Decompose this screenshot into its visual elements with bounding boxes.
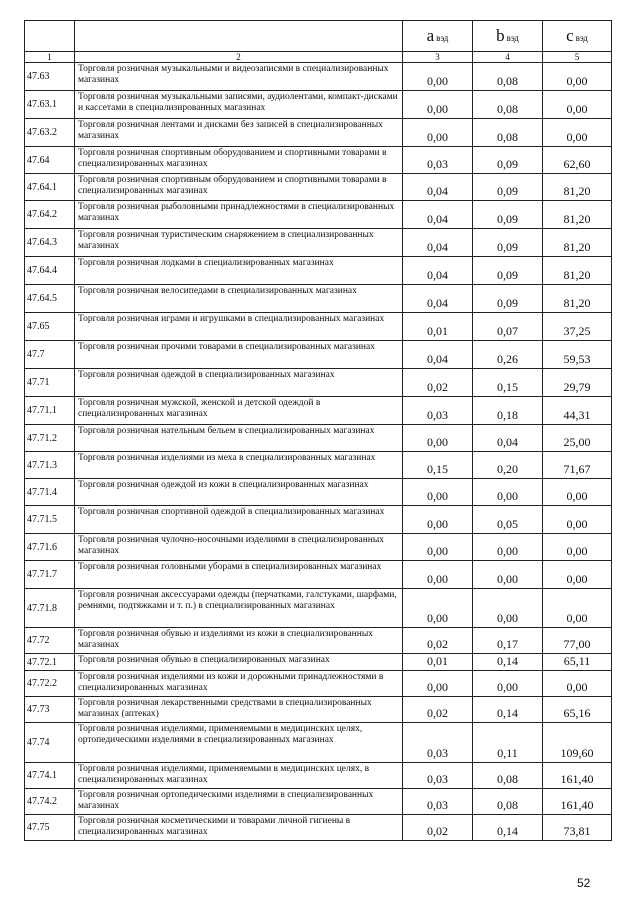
value-c-cell: 0,00 [543, 589, 612, 628]
code-cell: 47.72.2 [25, 671, 75, 697]
value-b-cell: 0,26 [473, 341, 543, 369]
name-cell: Торговля розничная спортивным оборудованием и спортивными товарами в специализированных магазинах [75, 174, 403, 201]
table-row [25, 257, 612, 285]
code-cell: 47.71.7 [25, 561, 75, 589]
name-cell: Торговля розничная спортивной одеждой в специализированных магазинах [75, 506, 403, 534]
table-row [25, 452, 612, 479]
name-cell: Торговля розничная головными уборами в специализированных магазинах [75, 561, 403, 589]
header-col-a [403, 21, 473, 52]
code-cell: 47.65 [25, 313, 75, 341]
value-c-cell: 0,00 [543, 91, 612, 119]
code-cell: 47.73 [25, 697, 75, 723]
table-row [25, 341, 612, 369]
name-cell: Торговля розничная обувью и изделиями из кожи в специализированных магазинах [75, 628, 403, 654]
code-cell: 47.64.3 [25, 229, 75, 257]
value-c-cell: 81,20 [543, 174, 612, 201]
value-c-cell: 0,00 [543, 534, 612, 561]
code-cell: 47.74.2 [25, 789, 75, 815]
value-c-cell: 62,60 [543, 147, 612, 174]
header-code-cell [25, 21, 75, 52]
value-b-cell: 0,17 [473, 628, 543, 654]
value-a-cell: 0,00 [403, 506, 473, 534]
value-c-cell: 65,11 [543, 654, 612, 671]
value-a-cell: 0,00 [403, 561, 473, 589]
value-c-cell: 59,53 [543, 341, 612, 369]
code-cell: 47.64 [25, 147, 75, 174]
code-cell: 47.71 [25, 369, 75, 397]
value-a-cell: 0,04 [403, 201, 473, 229]
name-cell: Торговля розничная ортопедическими изделиями в специализированных магазинах [75, 789, 403, 815]
value-c-cell: 81,20 [543, 229, 612, 257]
name-cell: Торговля розничная музыкальными записями, аудиолентами, компакт-дисками и кассетами в специализированных магазинах [75, 91, 403, 119]
value-b-cell: 0,00 [473, 671, 543, 697]
name-cell: Торговля розничная рыболовными принадлежностями в специализированных магазинах [75, 201, 403, 229]
table-row [25, 229, 612, 257]
value-a-cell: 0,02 [403, 628, 473, 654]
value-c-cell: 81,20 [543, 257, 612, 285]
value-a-cell: 0,00 [403, 589, 473, 628]
name-cell: Торговля розничная аксессуарами одежды (перчатками, галстуками, шарфами, ремнями, подтяжками и т. п.) в специализированных магазинах [75, 589, 403, 628]
value-b-cell: 0,00 [473, 589, 543, 628]
coefficients-table [24, 20, 612, 841]
value-c-cell: 0,00 [543, 561, 612, 589]
value-c-cell: 109,60 [543, 723, 612, 763]
value-b-cell: 0,11 [473, 723, 543, 763]
table-row [25, 654, 612, 671]
header-col-b-letter: b [496, 26, 505, 45]
value-b-cell: 0,00 [473, 561, 543, 589]
value-c-cell: 161,40 [543, 763, 612, 789]
code-cell: 47.72 [25, 628, 75, 654]
value-c-cell: 37,25 [543, 313, 612, 341]
value-c-cell: 77,00 [543, 628, 612, 654]
value-a-cell: 0,04 [403, 174, 473, 201]
table-row [25, 561, 612, 589]
table-row [25, 697, 612, 723]
value-a-cell: 0,02 [403, 697, 473, 723]
value-a-cell: 0,03 [403, 147, 473, 174]
value-b-cell: 0,14 [473, 654, 543, 671]
column-number: 3 [403, 52, 473, 63]
value-b-cell: 0,09 [473, 147, 543, 174]
value-c-cell: 65,16 [543, 697, 612, 723]
code-cell: 47.64.5 [25, 285, 75, 313]
name-cell: Торговля розничная туристическим снаряжением в специализированных магазинах [75, 229, 403, 257]
name-cell: Торговля розничная лекарственными средствами в специализированных магазинах (аптеках) [75, 697, 403, 723]
value-a-cell: 0,04 [403, 257, 473, 285]
table-row [25, 479, 612, 506]
value-a-cell: 0,03 [403, 397, 473, 425]
value-c-cell: 44,31 [543, 397, 612, 425]
value-c-cell: 0,00 [543, 63, 612, 91]
value-a-cell: 0,00 [403, 671, 473, 697]
table-row [25, 91, 612, 119]
table-row [25, 147, 612, 174]
code-cell: 47.7 [25, 341, 75, 369]
value-a-cell: 0,03 [403, 789, 473, 815]
table-row [25, 425, 612, 452]
value-a-cell: 0,04 [403, 229, 473, 257]
column-number: 2 [75, 52, 403, 63]
code-cell: 47.63.2 [25, 119, 75, 147]
header-col-c-letter: c [566, 26, 574, 45]
table-row [25, 369, 612, 397]
value-b-cell: 0,09 [473, 174, 543, 201]
name-cell: Торговля розничная нательным бельем в специализированных магазинах [75, 425, 403, 452]
value-b-cell: 0,09 [473, 201, 543, 229]
value-b-cell: 0,08 [473, 63, 543, 91]
name-cell: Торговля розничная одеждой из кожи в специализированных магазинах [75, 479, 403, 506]
value-c-cell: 161,40 [543, 789, 612, 815]
name-cell: Торговля розничная велосипедами в специализированных магазинах [75, 285, 403, 313]
code-cell: 47.71.4 [25, 479, 75, 506]
header-name-cell [75, 21, 403, 52]
value-c-cell: 25,00 [543, 425, 612, 452]
name-cell: Торговля розничная спортивным оборудованием и спортивными товарами в специализированных магазинах [75, 147, 403, 174]
name-cell: Торговля розничная лодками в специализированных магазинах [75, 257, 403, 285]
table-row [25, 628, 612, 654]
code-cell: 47.71.1 [25, 397, 75, 425]
value-b-cell: 0,08 [473, 119, 543, 147]
header-col-c-sub: вэд [575, 33, 588, 43]
value-c-cell: 71,67 [543, 452, 612, 479]
value-c-cell: 81,20 [543, 285, 612, 313]
code-cell: 47.71.3 [25, 452, 75, 479]
code-cell: 47.74 [25, 723, 75, 763]
name-cell: Торговля розничная одеждой в специализированных магазинах [75, 369, 403, 397]
name-cell: Торговля розничная чулочно-носочными изделиями в специализированных магазинах [75, 534, 403, 561]
value-b-cell: 0,20 [473, 452, 543, 479]
code-cell: 47.71.6 [25, 534, 75, 561]
column-number: 4 [473, 52, 543, 63]
value-c-cell: 0,00 [543, 506, 612, 534]
table-row [25, 589, 612, 628]
header-row [25, 21, 612, 52]
name-cell: Торговля розничная изделиями из меха в специализированных магазинах [75, 452, 403, 479]
table-row [25, 534, 612, 561]
header-col-a-letter: a [426, 26, 435, 45]
value-a-cell: 0,02 [403, 815, 473, 841]
header-col-b [473, 21, 543, 52]
header-col-a-sub: вэд [436, 33, 449, 43]
value-b-cell: 0,15 [473, 369, 543, 397]
value-a-cell: 0,15 [403, 452, 473, 479]
value-a-cell: 0,01 [403, 654, 473, 671]
value-c-cell: 0,00 [543, 671, 612, 697]
value-a-cell: 0,00 [403, 534, 473, 561]
code-cell: 47.64.2 [25, 201, 75, 229]
value-a-cell: 0,00 [403, 479, 473, 506]
value-b-cell: 0,00 [473, 479, 543, 506]
code-cell: 47.72.1 [25, 654, 75, 671]
column-number: 1 [25, 52, 75, 63]
value-b-cell: 0,08 [473, 789, 543, 815]
value-c-cell: 29,79 [543, 369, 612, 397]
table-row [25, 815, 612, 841]
name-cell: Торговля розничная косметическими и товарами личной гигиены в специализированных магазинах [75, 815, 403, 841]
code-cell: 47.71.5 [25, 506, 75, 534]
code-cell: 47.63 [25, 63, 75, 91]
value-b-cell: 0,14 [473, 697, 543, 723]
value-b-cell: 0,08 [473, 763, 543, 789]
value-b-cell: 0,18 [473, 397, 543, 425]
value-b-cell: 0,04 [473, 425, 543, 452]
page-number: 52 [577, 876, 591, 890]
code-cell: 47.75 [25, 815, 75, 841]
name-cell: Торговля розничная изделиями, применяемыми в медицинских целях, ортопедическими изделиями в специализированных магазинах [75, 723, 403, 763]
column-number: 5 [543, 52, 612, 63]
value-c-cell: 73,81 [543, 815, 612, 841]
name-cell: Торговля розничная изделиями, применяемыми в медицинских целях, в специализированных магазинах [75, 763, 403, 789]
value-a-cell: 0,02 [403, 369, 473, 397]
value-b-cell: 0,05 [473, 506, 543, 534]
table-row [25, 63, 612, 91]
table-row [25, 285, 612, 313]
name-cell: Торговля розничная изделиями из кожи и дорожными принадлежностями в специализированных магазинах [75, 671, 403, 697]
value-a-cell: 0,00 [403, 63, 473, 91]
value-b-cell: 0,08 [473, 91, 543, 119]
value-a-cell: 0,00 [403, 119, 473, 147]
code-cell: 47.71.2 [25, 425, 75, 452]
value-b-cell: 0,09 [473, 257, 543, 285]
value-c-cell: 0,00 [543, 119, 612, 147]
value-c-cell: 81,20 [543, 201, 612, 229]
value-b-cell: 0,00 [473, 534, 543, 561]
name-cell: Торговля розничная музыкальными и видеозаписями в специализированных магазинах [75, 63, 403, 91]
table-row [25, 174, 612, 201]
header-col-c [543, 21, 612, 52]
value-a-cell: 0,03 [403, 723, 473, 763]
code-cell: 47.64.4 [25, 257, 75, 285]
value-b-cell: 0,07 [473, 313, 543, 341]
table-row [25, 506, 612, 534]
value-c-cell: 0,00 [543, 479, 612, 506]
code-cell: 47.74.1 [25, 763, 75, 789]
table-row [25, 397, 612, 425]
code-cell: 47.64.1 [25, 174, 75, 201]
table-row [25, 789, 612, 815]
table-row [25, 763, 612, 789]
code-cell: 47.71.8 [25, 589, 75, 628]
name-cell: Торговля розничная прочими товарами в специализированных магазинах [75, 341, 403, 369]
value-a-cell: 0,03 [403, 763, 473, 789]
table-row [25, 723, 612, 763]
header-col-b-sub: вэд [506, 33, 519, 43]
value-a-cell: 0,04 [403, 341, 473, 369]
column-number-row [25, 52, 612, 63]
table-row [25, 201, 612, 229]
value-b-cell: 0,14 [473, 815, 543, 841]
value-b-cell: 0,09 [473, 285, 543, 313]
name-cell: Торговля розничная мужской, женской и детской одеждой в специализированных магазинах [75, 397, 403, 425]
value-a-cell: 0,00 [403, 91, 473, 119]
name-cell: Торговля розничная обувью в специализированных магазинах [75, 654, 403, 671]
value-b-cell: 0,09 [473, 229, 543, 257]
value-a-cell: 0,04 [403, 285, 473, 313]
code-cell: 47.63.1 [25, 91, 75, 119]
table-row [25, 119, 612, 147]
table-row [25, 313, 612, 341]
value-a-cell: 0,01 [403, 313, 473, 341]
name-cell: Торговля розничная лентами и дисками без записей в специализированных магазинах [75, 119, 403, 147]
value-a-cell: 0,00 [403, 425, 473, 452]
name-cell: Торговля розничная играми и игрушками в специализированных магазинах [75, 313, 403, 341]
table-row [25, 671, 612, 697]
